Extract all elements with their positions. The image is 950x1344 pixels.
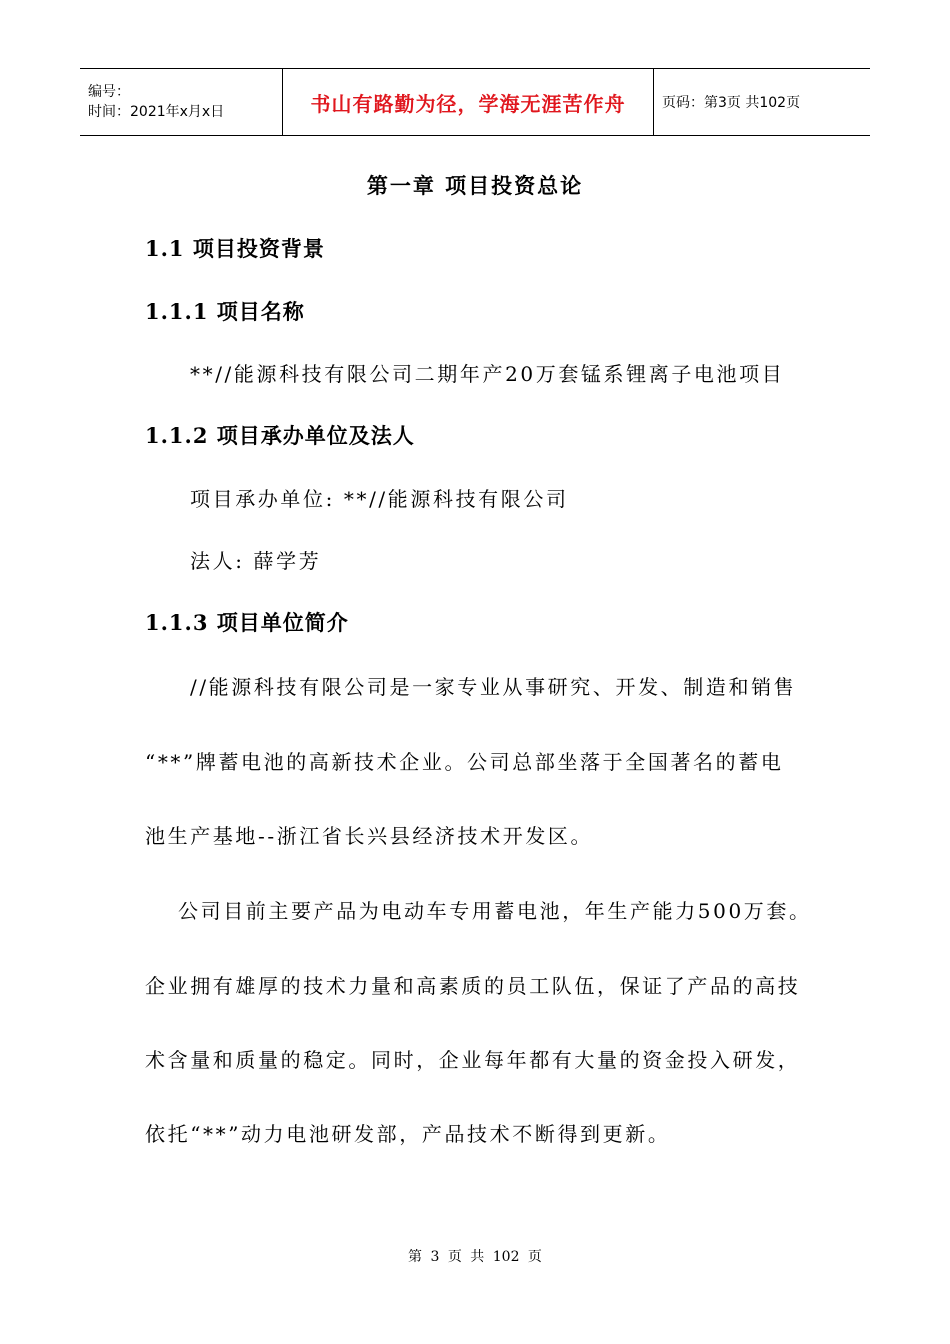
header-page-info-cell <box>654 69 870 135</box>
section-heading-1-1: 1.1 项目投资背景 <box>145 236 325 261</box>
section-heading-1-1-2: 1.1.2 项目承办单位及法人 <box>145 423 415 448</box>
document-date: 时间：2021年x月x日 <box>88 104 225 120</box>
header-page-info: 页码：第3页 共102页 <box>662 95 801 111</box>
header-motto: 书山有路勤为径，学海无涯苦作舟 <box>310 91 626 116</box>
header-meta <box>80 69 282 135</box>
undertaker-text: 项目承办单位: **//能源科技有限公司 <box>190 487 569 511</box>
product-paragraph-line-2: 企业拥有雄厚的技术力量和高素质的员工队伍，保证了产品的高技 <box>145 974 801 998</box>
legal-person-text: 法人: 薛学芳 <box>190 549 322 573</box>
intro-paragraph-line-1: //能源科技有限公司是一家专业从事研究、开发、制造和销售 <box>190 675 797 699</box>
product-paragraph-line-4: 依托“**”动力电池研发部，产品技术不断得到更新。 <box>145 1122 671 1146</box>
intro-paragraph-line-2: “**”牌蓄电池的高新技术企业。公司总部坐落于全国著名的蓄电 <box>145 750 784 774</box>
document-number-label: 编号： <box>88 84 130 100</box>
header-motto-cell <box>282 69 654 135</box>
product-paragraph-line-1: 公司目前主要产品为电动车专用蓄电池，年生产能力500万套。 <box>178 899 812 923</box>
page-header <box>80 68 870 136</box>
section-heading-1-1-1: 1.1.1 项目名称 <box>145 299 305 324</box>
page-footer: 第 3 页 共 102 页 <box>408 1249 542 1265</box>
chapter-title: 第一章 项目投资总论 <box>366 173 584 198</box>
section-heading-1-1-3: 1.1.3 项目单位简介 <box>145 610 349 635</box>
intro-paragraph-line-3: 池生产基地--浙江省长兴县经济技术开发区。 <box>145 824 594 848</box>
product-paragraph-line-3: 术含量和质量的稳定。同时，企业每年都有大量的资金投入研发， <box>145 1048 801 1072</box>
project-name-text: **//能源科技有限公司二期年产20万套锰系锂离子电池项目 <box>190 362 785 386</box>
